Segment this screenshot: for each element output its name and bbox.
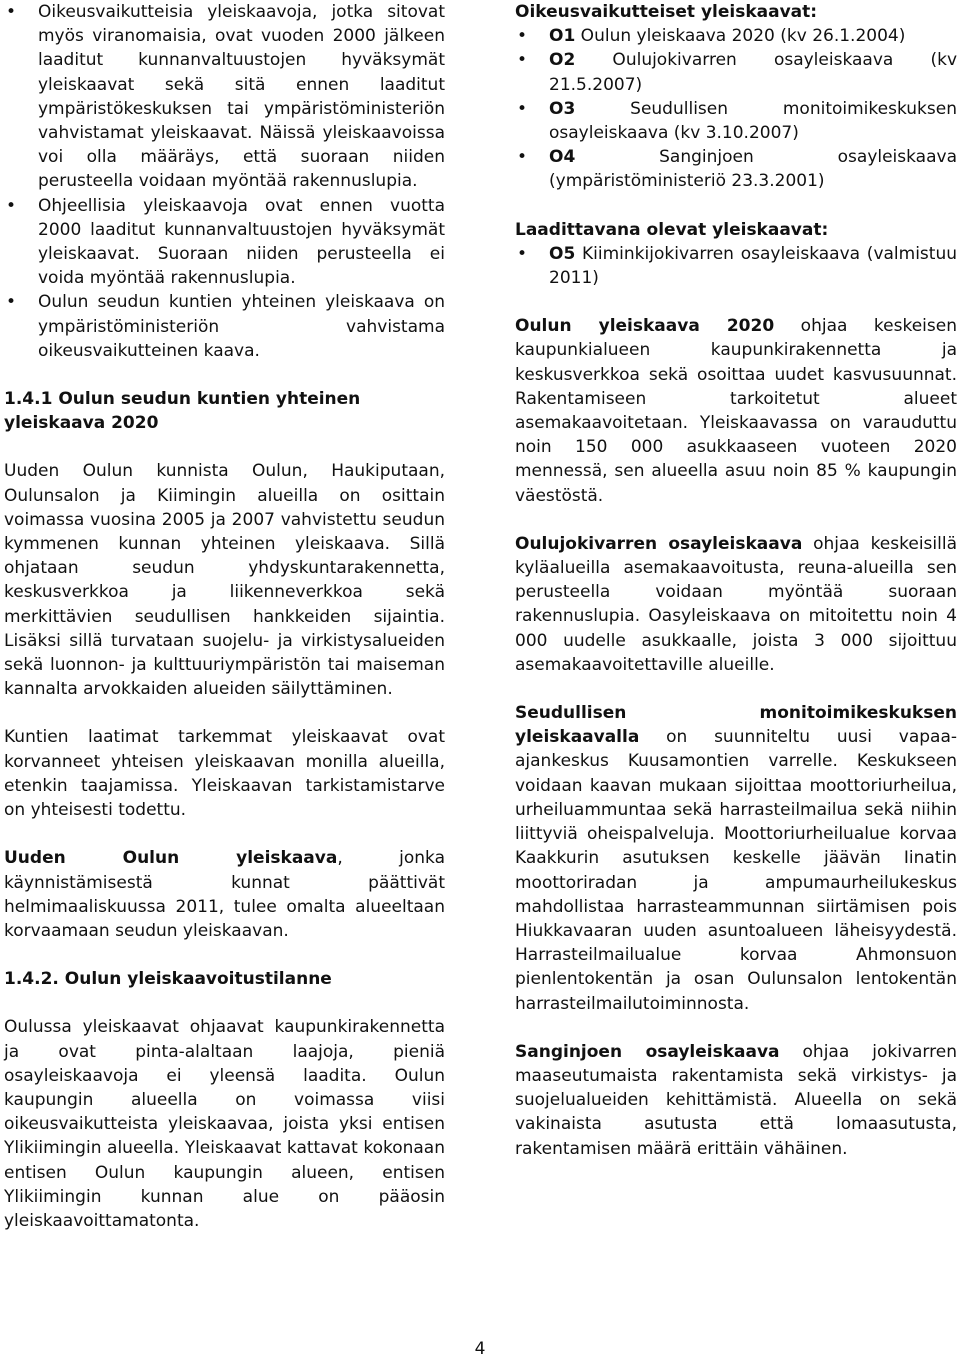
paragraph: Seudullisen monitoimikeskuksen yleiskaavalla on suunniteltu uusi vapaa-ajankeskus Kuusamontien varrelle. Keskukseen voidaan kaavan mukaan sijoittaa moottoriurheilua, urheiluammuntaa sekä harrasteilmailua sekä niihin liittyviä oheispalveluja. Moottoriurheilualue korvaa Kaakkurin asutuksen keskelle jäävän Iinatin moottoriradan ja ampumaurheilukeskus mahdollistaa harrasteammunnan siirtämisen pois Hiukkavaaran uuden asuntoalueen läheisyydestä. Harrasteilmailualue korvaa Ahmonsuon pienlentokentän ja osan Oulunsalon lentokentän harrasteilmailutoiminnosta. — [515, 703, 957, 1014]
list-item: • O5 Kiiminkijokivarren osayleiskaava (valmistuu 2011) — [516, 243, 957, 289]
bold-term: Seudullisen monitoimikeskuksen yleiskaavalla — [515, 703, 957, 748]
list-item: • O2 Oulujokivarren osayleiskaava (kv 21.5.2007) — [516, 50, 957, 95]
list-item: • Ohjeellisia yleiskaavoja ovat ennen vuotta 2000 laaditut kunnanvaltuustojen hyväksymät yleiskaavat. Suoraan niiden perusteella ei voida myöntää rakennuslupia. — [5, 195, 445, 289]
bullet-icon: • — [516, 26, 528, 47]
bullet-icon: • — [516, 50, 528, 71]
bullet-icon: • — [516, 147, 528, 168]
paragraph: Oulujokivarren osayleiskaava ohjaa keskeisillä kyläalueilla asemakaavoitusta, reuna-alueilla sen perusteella voidaan myöntää suoraan rakennuslupia. Oasyleiskaava on mitoitettu noin 4 000 uudelle asukkaalle, joista 3 000 sijoittuu asemakaavoitettaville alueille. — [515, 533, 957, 675]
section-heading-1-4-1: 1.4.1 Oulun seudun kuntien yhteinen yleiskaava 2020 — [4, 389, 361, 434]
section-heading-1-4-2: 1.4.2. Oulun yleiskaavoitustilanne — [4, 969, 332, 990]
paragraph: Oulussa yleiskaavat ohjaavat kaupunkirakennetta ja ovat pinta-alaltaan laajoja, pieniä osayleiskaavoja ei yleensä laadita. Oulun kaupungin alueella on voimassa viisi oikeusvaikutteista yleiskaavaa, joista yksi entisen Ylikiimingin alueella. Yleiskaavat kattavat kokonaan entisen Oulun kaupungin alueen, entisen Ylikiimingin kunnan alue on pääosin yleiskaavoittamatonta. — [4, 1017, 445, 1231]
bold-term: Uuden Oulun yleiskaava — [4, 848, 338, 869]
bullet-icon: • — [5, 2, 17, 22]
paragraph: Uuden Oulun yleiskaava, jonka käynnistämisestä kunnat päättivät helmimaaliskuussa 2011, tulee omalta alueeltaan korvaamaan seudun yleiskaavan. — [4, 848, 445, 941]
bullet-icon: • — [5, 292, 17, 313]
paragraph: Kuntien laatimat tarkemmat yleiskaavat ovat korvanneet yhteisen yleiskaavan monilla alueilla, etenkin taajamissa. Yleiskaavan tarkistamistarve on yhteisesti todettu. — [4, 727, 445, 821]
bold-term: Sanginjoen osayleiskaava — [515, 1041, 780, 1062]
bullet-icon: • — [516, 98, 528, 119]
bullet-icon: • — [516, 243, 528, 264]
heading-current-plans: Oikeusvaikutteiset yleiskaavat: — [515, 2, 818, 22]
list-item: • O3 Seudullisen monitoimikeskuksen osayleiskaava (kv 3.10.2007) — [516, 98, 957, 144]
heading-pending-plans: Laadittavana olevat yleiskaavat: — [515, 219, 829, 240]
bold-term: Oulujokivarren osayleiskaava — [515, 533, 803, 554]
left-column — [4, 0, 445, 1233]
bold-term: Oulun yleiskaava 2020 — [515, 316, 775, 337]
list-item: • O4 Sanginjoen osayleiskaava (ympäristöministeriö 23.3.2001) — [516, 147, 957, 192]
paragraph: Uuden Oulun kunnista Oulun, Haukiputaan, Oulunsalon ja Kiimingin alueilla on osittain voimassa vuosina 2005 ja 2007 vahvistettu seudun kymmenen kunnan yhteinen yleiskaava. Sillä ohjataan seudun yhdyskuntarakennetta, keskusverkkoa ja liikenneverkkoa sekä merkittävien seudullisen hankkeiden sijaintia. Lisäksi sillä turvataan suojelu- ja virkistysalueiden sekä luonnon- ja kulttuuriympäristön tai maiseman kannalta arvokkaiden alueiden säilyttäminen. — [4, 461, 445, 700]
paragraph: Oulun yleiskaava 2020 ohjaa keskeisen kaupunkialueen kaupunkirakennetta ja keskusverkkoa sekä osoittaa uudet kasvusuunnat. Rakentamiseen tarkoitetut alueet asemakaavoitetaan. Yleiskaavassa on varauduttu noin 150 000 asukkaaseen vuoteen 2020 mennessä, sen alueella asuu noin 85 % kaupungin väestöstä. — [515, 316, 957, 506]
list-item: • Oikeusvaikutteisia yleiskaavoja, jotka sitovat myös viranomaisia, ovat vuoden 2000 jälkeen laaditut kunnanvaltuustojen hyväksymät yleiskaavat sekä sitä ennen laaditut ympäristökeskuksen tai ympäristöministeriön vahvistamat yleiskaavat. Näissä yleiskaavoissa voi olla määräys, että suoraan niiden perusteella voidaan myöntää rakennuslupia. — [5, 2, 445, 192]
list-item: • O1 Oulun yleiskaava 2020 (kv 26.1.2004) — [515, 24, 957, 48]
list-item: • Oulun seudun kuntien yhteinen yleiskaava on ympäristöministeriön vahvistama oikeusvaikutteinen kaava. — [5, 292, 445, 361]
paragraph: Sanginjoen osayleiskaava ohjaa jokivarren maaseutumaista rakentamista sekä virkistys- ja suojelualueiden kehittämistä. Alueella on sekä vakinaista asutusta että lomaasutusta, rakentamisen määrä erittäin vähäinen. — [515, 1041, 957, 1159]
page-number: 4 — [474, 1339, 486, 1359]
right-column — [515, 0, 957, 1161]
bullet-icon: • — [5, 195, 17, 216]
